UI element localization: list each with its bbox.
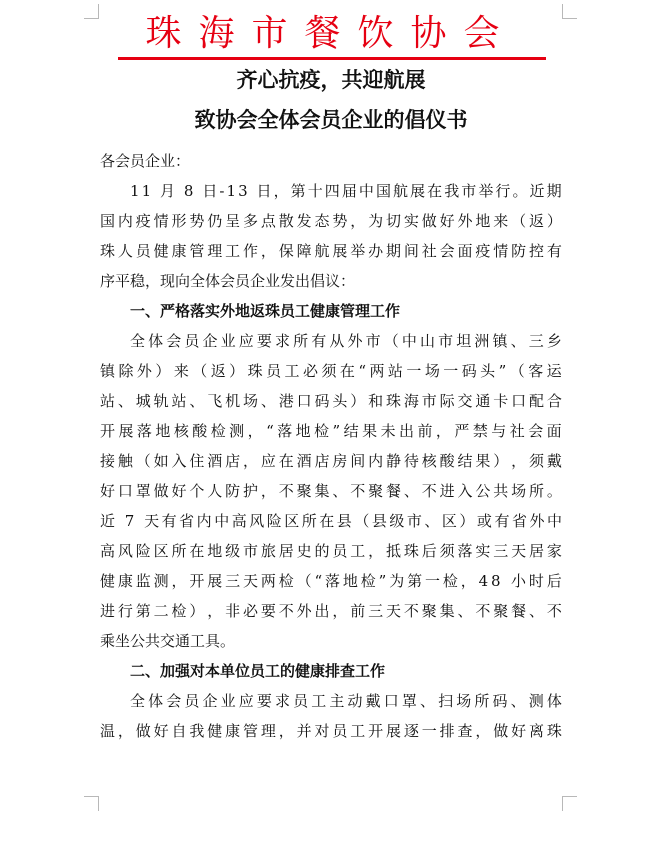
masthead-title: 珠海市餐饮协会 [145, 13, 517, 54]
crop-mark-bottom-right [562, 796, 577, 811]
crop-mark-bottom-left [84, 796, 99, 811]
section-1-line: 高 风 险 区 所 在 地 级 市 旅 居 史 的 员 工 ， 抵 珠 后 须 落 实 三 天 居 家 [100, 542, 562, 560]
section-1-line: 近 7 天 有 省 内 中 高 风 险 区 所 在 县 （ 县 级 市 、 区 ） 或 有 省 外 中 [100, 512, 562, 530]
document-title-line-1: 齐心抗疫，共迎航展 [236, 67, 426, 92]
section-2-line: 温 ， 做 好 自 我 健 康 管 理 ， 并 对 员 工 开 展 逐 一 排 查 ， 做 好 离 珠 [100, 722, 562, 740]
section-1-line: 健 康 监 测 ， 开 展 三 天 两 检 （ “ 落 地 检 ” 为 第 一 检 ， 4 8 小 时 后 [100, 572, 562, 590]
section-1-line: 乘坐公共交通工具。 [100, 632, 236, 650]
section-1-line: 站 、 城 轨 站 、 飞 机 场 、 港 口 码 头 ） 和 珠 海 市 际 交 通 卡 口 配 合 [100, 392, 562, 410]
section-1-line: 好 口 罩 做 好 个 人 防 护 ， 不 聚 集 、 不 聚 餐 、 不 进 入 公 共 场 所 。 [100, 482, 562, 500]
intro-line: 国 内 疫 情 形 势 仍 呈 多 点 散 发 态 势 ， 为 切 实 做 好 外 地 来 （ 返 ） [100, 212, 562, 230]
intro-line: 序平稳，现向全体会员企业发出倡议： [100, 272, 356, 290]
section-1-line: 进 行 第 二 检 ） ， 非 必 要 不 外 出 ， 前 三 天 不 聚 集 、 不 聚 餐 、 不 [100, 602, 562, 620]
section-2-line: 全 体 会 员 企 业 应 要 求 员 工 主 动 戴 口 罩 、 扫 场 所 码 、 测 体 [130, 692, 562, 710]
section-2-heading: 二、加强对本单位员工的健康排查工作 [130, 662, 386, 680]
section-1-heading: 一、严格落实外地返珠员工健康管理工作 [130, 302, 401, 320]
intro-line: 1 1 月 8 日 - 1 3 日 ， 第 十 四 届 中 国 航 展 在 我 市 举 行 。 近 期 [130, 182, 562, 200]
section-1-line: 接 触 （ 如 入 住 酒 店 ， 应 在 酒 店 房 间 内 静 待 核 酸 结 果 ） ， 须 戴 [100, 452, 562, 470]
masthead-red-rule [118, 57, 546, 60]
section-1-line: 开 展 落 地 核 酸 检 测 ， “ 落 地 检 ” 结 果 未 出 前 ， 严 禁 与 社 会 面 [100, 422, 562, 440]
salutation: 各会员企业： [100, 152, 191, 170]
section-1-line: 镇 除 外 ） 来 （ 返 ） 珠 员 工 必 须 在 “ 两 站 一 场 一 码 头 ” （ 客 运 [100, 362, 562, 380]
document-title-line-2: 致协会全体会员企业的倡仪书 [194, 107, 468, 132]
intro-line: 珠 人 员 健 康 管 理 工 作 ， 保 障 航 展 举 办 期 间 社 会 面 疫 情 防 控 有 [100, 242, 562, 260]
document-body [100, 146, 562, 746]
section-1-line: 全 体 会 员 企 业 应 要 求 所 有 从 外 市 （ 中 山 市 坦 洲 镇 、 三 乡 [130, 332, 562, 350]
